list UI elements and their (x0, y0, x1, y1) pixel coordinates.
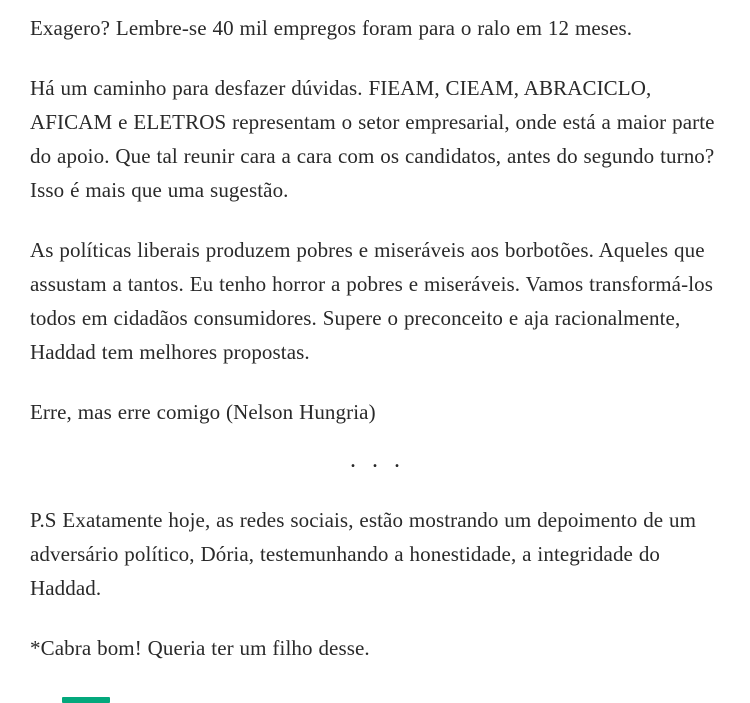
paragraph-exagero: Exagero? Lembre-se 40 mil empregos foram para o ralo em 12 meses. (30, 16, 633, 40)
bottom-teal-bar-fragment (62, 697, 110, 703)
section-divider-dots: ... (350, 447, 416, 473)
paragraph-erre-comigo: Erre, mas erre comigo (Nelson Hungria) (30, 400, 376, 424)
paragraph-politicas-liberais: As políticas liberais produzem pobres e miseráveis aos borbotões. Aqueles que assustam a tantos. Eu tenho horror a pobres e miseráveis. Vamos transformá-los todos em cidadãos consumidores. Supere o preconceito e aja racionalmente, Haddad tem melhores propostas. (30, 238, 714, 364)
paragraph-cabra-bom: *Cabra bom! Queria ter um filho desse. (30, 636, 370, 660)
paragraph-post-scriptum: P.S Exatamente hoje, as redes sociais, estão mostrando um depoimento de um adversário político, Dória, testemunhando a honestidade, a integridade do Haddad. (30, 508, 697, 600)
paragraph-caminho: Há um caminho para desfazer dúvidas. FIEAM, CIEAM, ABRACICLO, AFICAM e ELETROS representam o setor empresarial, onde está a maior parte do apoio. Que tal reunir cara a cara com os candidatos, antes do segundo turno? Isso é mais que uma sugestão. (30, 76, 715, 202)
